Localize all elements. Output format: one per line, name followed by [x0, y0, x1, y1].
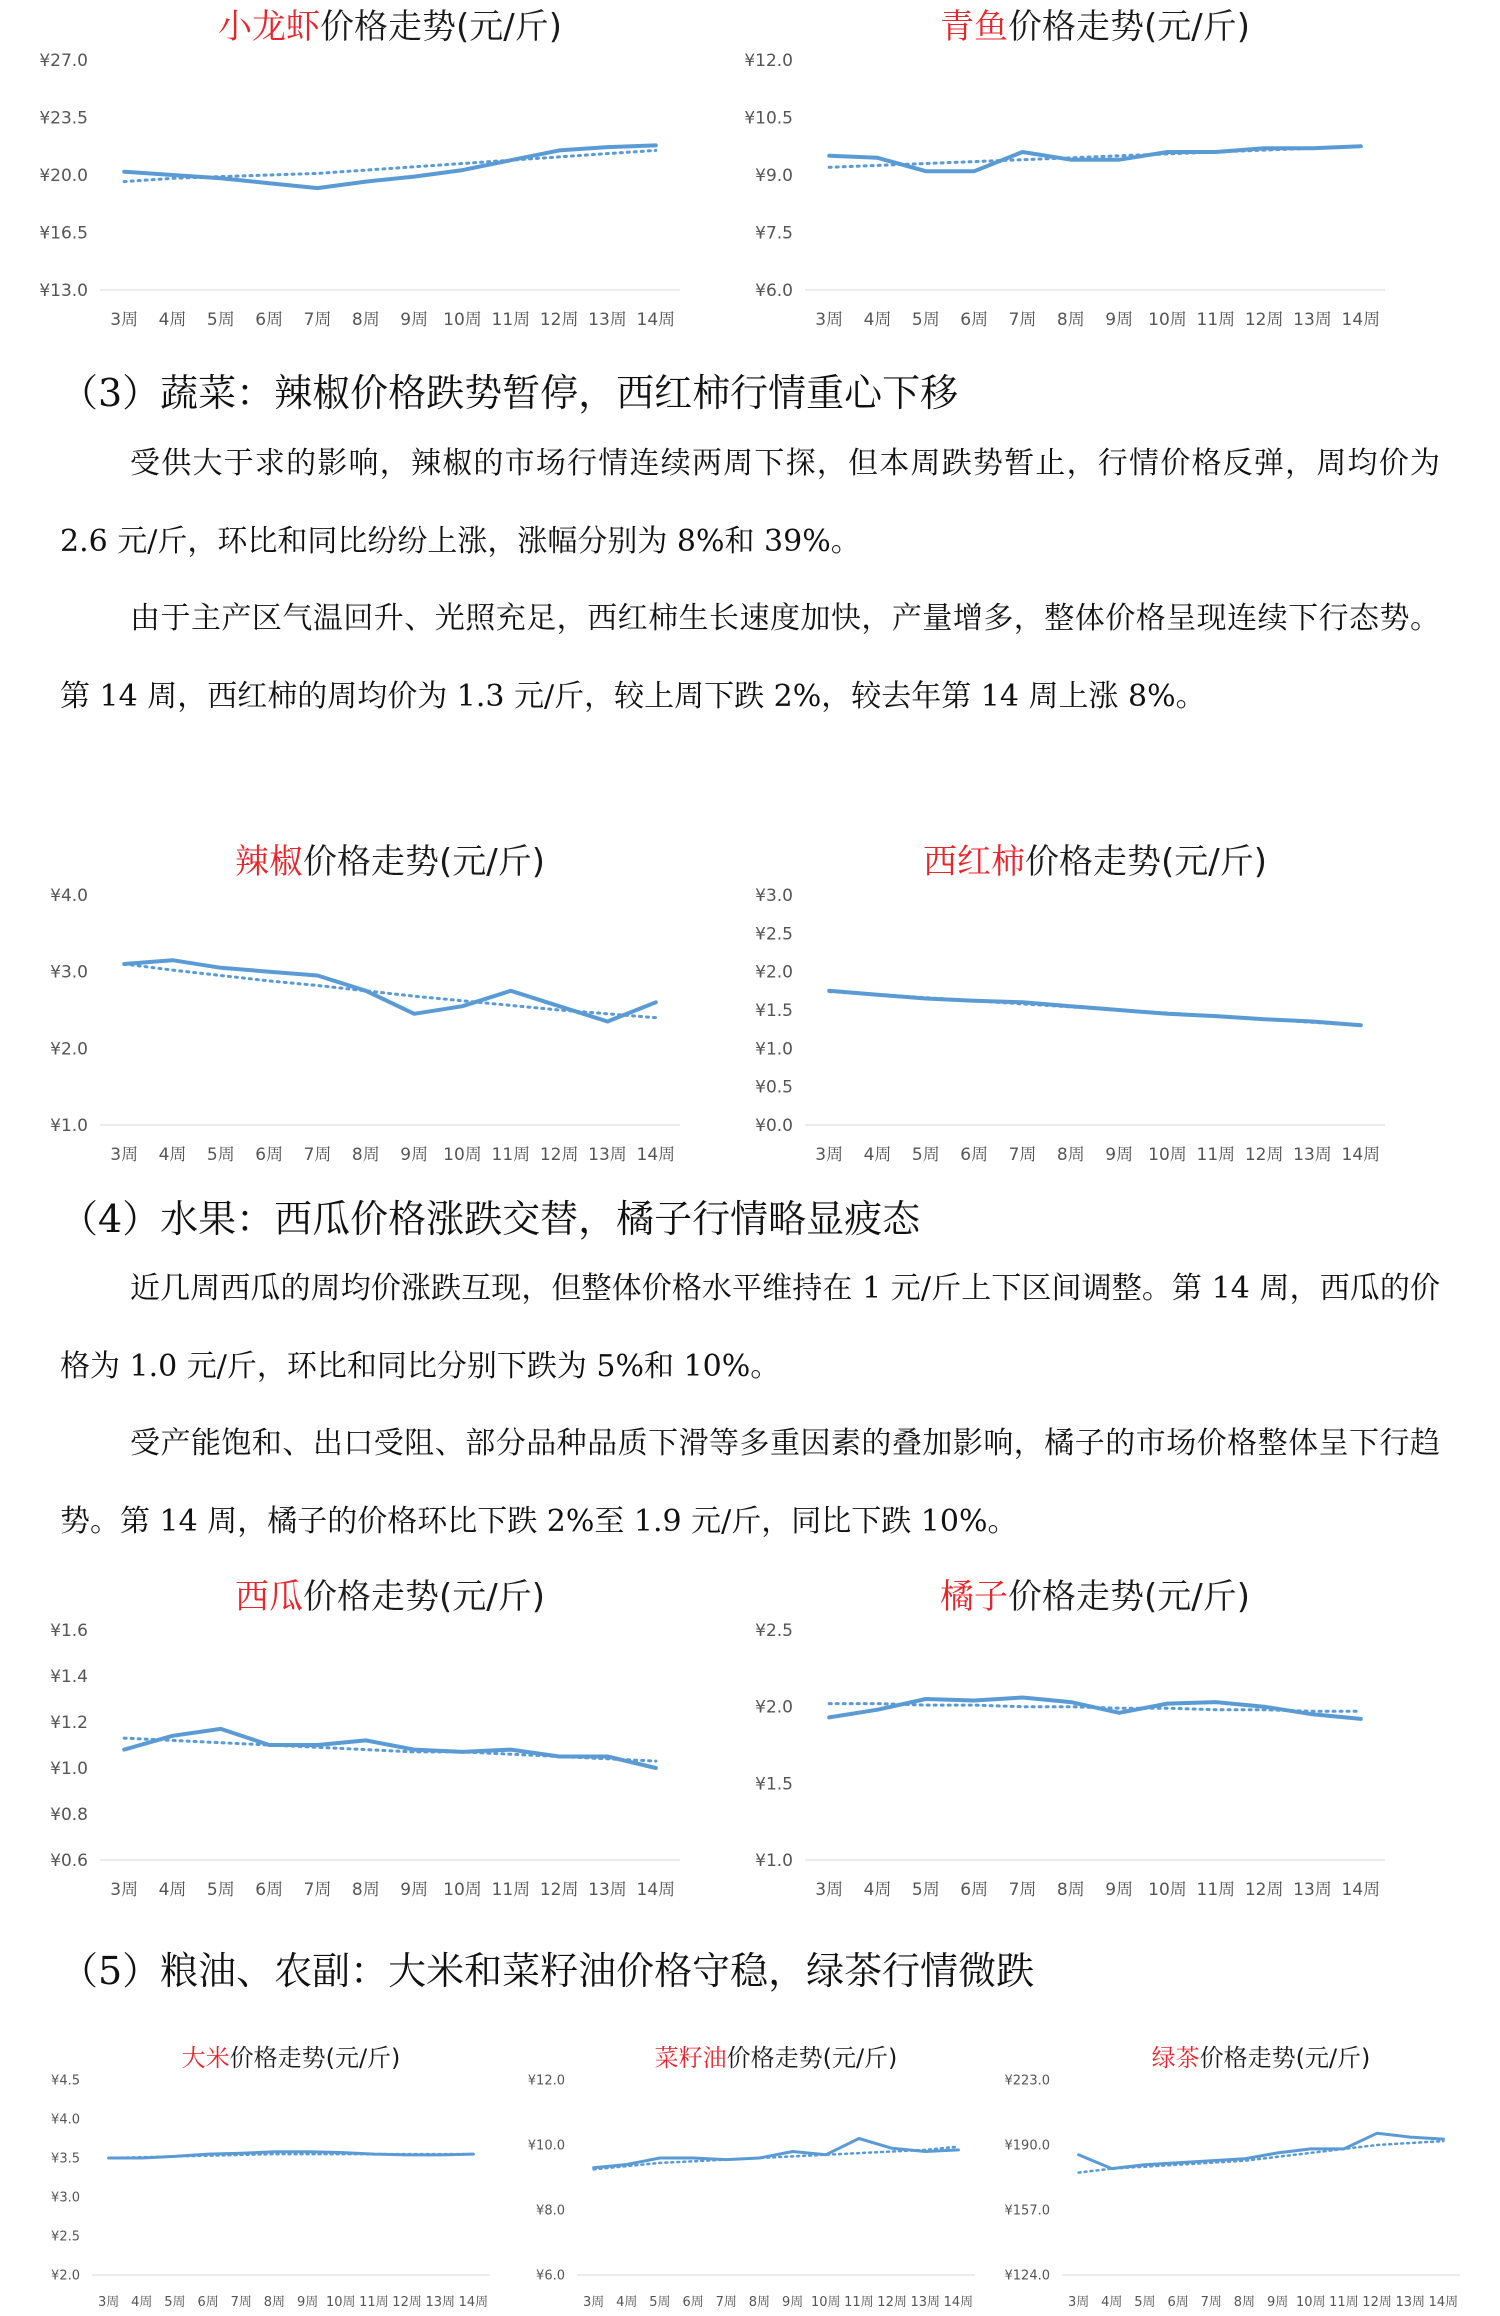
x-tick-label: 14周	[1341, 1145, 1381, 1165]
x-tick-label: 5周	[206, 1880, 235, 1900]
chart-title-highlight: 绿茶	[1151, 2044, 1200, 2072]
y-tick-label: ¥8.0	[536, 2203, 565, 2219]
y-tick-label: ¥3.0	[50, 962, 88, 983]
chart-title-rest: 价格走势(元/斤)	[1008, 1577, 1250, 1617]
chart-rapeseed-oil	[515, 2020, 985, 2316]
y-tick-label: ¥0.0	[755, 1115, 793, 1136]
x-tick-label: 13周	[588, 1880, 627, 1900]
chart-green-tea	[1000, 2020, 1470, 2316]
x-tick-label: 8周	[351, 1880, 380, 1900]
paragraph-orange: 受产能饱和、出口受阻、部分品种品质下滑等多重因素的叠加影响，橘子的市场价格整体呈下行趋势。第 14 周，橘子的价格环比下跌 2%至 1.9 元/斤，同比下跌 10%。	[60, 1426, 1440, 1539]
y-tick-label: ¥1.5	[755, 1774, 793, 1795]
y-tick-label: ¥9.0	[755, 165, 793, 186]
y-tick-label: ¥1.0	[755, 1850, 793, 1871]
x-tick-label: 4周	[158, 1145, 187, 1165]
chart-title	[655, 2044, 898, 2072]
y-tick-label: ¥2.0	[755, 1697, 793, 1718]
x-tick-label: 9周	[781, 2295, 804, 2310]
chart-title-highlight: 西红柿	[923, 842, 1026, 882]
paragraph-chili: 受供大于求的影响，辣椒的市场行情连续两周下探，但本周跌势暂止，行情价格反弹，周均价为 2.6 元/斤，环比和同比纷纷上涨，涨幅分别为 8%和 39%。	[60, 446, 1440, 559]
x-tick-label: 11周	[1196, 310, 1236, 330]
x-tick-label: 13周	[588, 310, 627, 330]
x-tick-label: 11周	[491, 310, 531, 330]
chart-crayfish-svg	[30, 0, 690, 340]
y-tick-label: ¥1.0	[755, 1039, 793, 1060]
price-line	[124, 145, 656, 188]
x-tick-label: 3周	[110, 1145, 139, 1165]
x-tick-label: 13周	[1293, 310, 1332, 330]
x-tick-label: 5周	[911, 1145, 940, 1165]
y-tick-label: ¥1.5	[755, 1000, 793, 1021]
x-tick-label: 10周	[1148, 1880, 1187, 1900]
x-tick-label: 6周	[255, 1880, 284, 1900]
x-tick-label: 12周	[392, 2295, 422, 2310]
y-tick-label: ¥4.0	[51, 2112, 80, 2128]
y-tick-label: ¥2.5	[755, 1620, 793, 1641]
price-line	[1079, 2133, 1444, 2168]
x-tick-label: 4周	[158, 1880, 187, 1900]
x-tick-label: 11周	[359, 2295, 389, 2310]
x-tick-label: 12周	[539, 310, 579, 330]
x-tick-label: 8周	[748, 2295, 771, 2310]
x-tick-label: 12周	[539, 1880, 579, 1900]
x-tick-label: 9周	[400, 1880, 429, 1900]
y-tick-label: ¥12.0	[527, 2073, 565, 2089]
x-tick-label: 8周	[351, 310, 380, 330]
x-tick-label: 5周	[1134, 2295, 1156, 2310]
x-tick-label: 7周	[303, 1880, 332, 1900]
x-tick-label: 4周	[863, 310, 892, 330]
chart-title-rest: 价格走势(元/斤)	[726, 2044, 898, 2072]
x-tick-label: 7周	[1200, 2295, 1222, 2310]
chart-title-highlight: 菜籽油	[654, 2044, 727, 2072]
chart-black-carp-svg	[735, 0, 1395, 340]
y-tick-label: ¥190.0	[1004, 2138, 1050, 2154]
x-tick-label: 5周	[911, 310, 940, 330]
x-tick-label: 5周	[206, 1145, 235, 1165]
x-tick-label: 5周	[911, 1880, 940, 1900]
x-tick-label: 12周	[1244, 1880, 1284, 1900]
x-tick-label: 10周	[1295, 2295, 1326, 2310]
x-tick-label: 13周	[425, 2295, 456, 2310]
x-tick-label: 7周	[1008, 1880, 1037, 1900]
x-tick-label: 4周	[863, 1880, 892, 1900]
trend-line	[124, 150, 656, 181]
x-tick-label: 4周	[131, 2295, 153, 2310]
chart-rapeseed-oil-svg	[515, 2020, 985, 2316]
x-tick-label: 14周	[1341, 1880, 1381, 1900]
x-tick-label: 5周	[649, 2295, 671, 2310]
x-tick-label: 11周	[1196, 1145, 1236, 1165]
x-tick-label: 3周	[582, 2295, 605, 2310]
x-tick-label: 3周	[815, 1145, 844, 1165]
x-tick-label: 9周	[1105, 1145, 1134, 1165]
x-tick-label: 5周	[206, 310, 235, 330]
chart-title-highlight: 橘子	[940, 1577, 1009, 1617]
x-tick-label: 13周	[1293, 1145, 1332, 1165]
x-tick-label: 10周	[810, 2295, 841, 2310]
chart-title-rest: 价格走势(元/斤)	[303, 1577, 545, 1617]
y-tick-label: ¥0.8	[50, 1804, 88, 1825]
x-tick-label: 11周	[844, 2295, 874, 2310]
x-tick-label: 10周	[1148, 1145, 1187, 1165]
y-tick-label: ¥124.0	[1004, 2268, 1050, 2284]
chart-title	[235, 842, 545, 882]
x-tick-label: 7周	[230, 2295, 252, 2310]
chart-title	[182, 2044, 401, 2072]
price-line	[829, 146, 1361, 171]
x-tick-label: 10周	[443, 310, 482, 330]
chart-title	[940, 1577, 1250, 1617]
chart-black-carp	[735, 0, 1395, 340]
chart-title-rest: 价格走势(元/斤)	[320, 7, 562, 47]
chart-tomato	[735, 835, 1395, 1175]
x-tick-label: 10周	[443, 1145, 482, 1165]
x-tick-label: 11周	[1196, 1880, 1236, 1900]
chart-title	[235, 1577, 545, 1617]
y-tick-label: ¥2.0	[51, 2268, 80, 2284]
x-tick-label: 6周	[1167, 2295, 1189, 2310]
x-tick-label: 7周	[303, 1145, 332, 1165]
chart-title-highlight: 辣椒	[235, 842, 304, 882]
x-tick-label: 8周	[263, 2295, 286, 2310]
x-tick-label: 14周	[1341, 310, 1381, 330]
x-tick-label: 9周	[296, 2295, 319, 2310]
y-tick-label: ¥10.5	[744, 108, 793, 129]
x-tick-label: 14周	[1428, 2295, 1459, 2310]
x-tick-label: 7周	[303, 310, 332, 330]
x-tick-label: 9周	[1105, 1880, 1134, 1900]
x-tick-label: 11周	[491, 1145, 531, 1165]
chart-title	[1152, 2044, 1371, 2072]
x-tick-label: 14周	[636, 310, 676, 330]
chart-crayfish	[30, 0, 690, 340]
x-tick-label: 12周	[1244, 1145, 1284, 1165]
x-tick-label: 3周	[1067, 2295, 1090, 2310]
x-tick-label: 3周	[110, 310, 139, 330]
x-tick-label: 6周	[960, 1145, 989, 1165]
x-tick-label: 14周	[458, 2295, 489, 2310]
x-tick-label: 12周	[539, 1145, 579, 1165]
y-tick-label: ¥2.5	[755, 924, 793, 945]
x-tick-label: 6周	[197, 2295, 219, 2310]
heading-grain: （5）粮油、农副：大米和菜籽油价格守稳，绿茶行情微跌	[60, 1949, 1035, 1993]
x-tick-label: 13周	[910, 2295, 941, 2310]
x-tick-label: 6周	[255, 1145, 284, 1165]
x-tick-label: 7周	[715, 2295, 737, 2310]
chart-title-rest: 价格走势(元/斤)	[229, 2044, 401, 2072]
x-tick-label: 3周	[815, 310, 844, 330]
y-tick-label: ¥157.0	[1004, 2203, 1050, 2219]
y-tick-label: ¥1.4	[50, 1666, 88, 1687]
paragraph-watermelon: 近几周西瓜的周均价涨跌互现，但整体价格水平维持在 1 元/斤上下区间调整。第 14 周，西瓜的价格为 1.0 元/斤，环比和同比分别下跌为 5%和 10%。	[60, 1271, 1440, 1384]
chart-title	[923, 842, 1267, 882]
y-tick-label: ¥12.0	[744, 50, 793, 71]
y-tick-label: ¥3.0	[755, 885, 793, 906]
paragraph-tomato: 由于主产区气温回升、光照充足，西红柿生长速度加快，产量增多，整体价格呈现连续下行态势。第 14 周，西红柿的周均价为 1.3 元/斤，较上周下跌 2%，较去年第 14 周上涨 8%。	[60, 601, 1440, 714]
x-tick-label: 4周	[158, 310, 187, 330]
chart-title-highlight: 小龙虾	[218, 7, 321, 47]
x-tick-label: 4周	[863, 1145, 892, 1165]
chart-title-highlight: 大米	[181, 2044, 230, 2072]
y-tick-label: ¥1.0	[50, 1758, 88, 1779]
x-tick-label: 14周	[943, 2295, 974, 2310]
x-tick-label: 13周	[1395, 2295, 1426, 2310]
x-tick-label: 6周	[960, 310, 989, 330]
y-tick-label: ¥6.0	[536, 2268, 565, 2284]
x-tick-label: 4周	[616, 2295, 638, 2310]
chart-title-rest: 价格走势(元/斤)	[1025, 842, 1267, 882]
x-tick-label: 10周	[325, 2295, 356, 2310]
x-tick-label: 6周	[960, 1880, 989, 1900]
chart-tomato-svg	[735, 835, 1395, 1175]
x-tick-label: 8周	[1056, 1880, 1085, 1900]
y-tick-label: ¥10.0	[527, 2138, 565, 2154]
x-tick-label: 8周	[351, 1145, 380, 1165]
y-tick-label: ¥1.2	[50, 1712, 88, 1733]
chart-title-rest: 价格走势(元/斤)	[303, 842, 545, 882]
chart-rice-svg	[30, 2020, 500, 2316]
y-tick-label: ¥4.0	[50, 885, 88, 906]
chart-chili	[30, 835, 690, 1175]
chart-title	[940, 7, 1250, 47]
chart-rice	[30, 2020, 500, 2316]
y-tick-label: ¥2.0	[50, 1039, 88, 1060]
chart-green-tea-svg	[1000, 2020, 1470, 2316]
price-line	[124, 1729, 656, 1768]
x-tick-label: 9周	[400, 310, 429, 330]
x-tick-label: 9周	[1266, 2295, 1289, 2310]
chart-title-rest: 价格走势(元/斤)	[1008, 7, 1250, 47]
y-tick-label: ¥13.0	[39, 280, 88, 301]
y-tick-label: ¥20.0	[39, 165, 88, 186]
x-tick-label: 8周	[1056, 310, 1085, 330]
chart-title-highlight: 西瓜	[235, 1577, 304, 1617]
chart-title-rest: 价格走势(元/斤)	[1199, 2044, 1371, 2072]
x-tick-label: 13周	[588, 1145, 627, 1165]
x-tick-label: 12周	[877, 2295, 907, 2310]
x-tick-label: 12周	[1362, 2295, 1392, 2310]
y-tick-label: ¥3.5	[51, 2151, 80, 2167]
y-tick-label: ¥223.0	[1004, 2073, 1050, 2089]
x-tick-label: 14周	[636, 1880, 676, 1900]
x-tick-label: 14周	[636, 1145, 676, 1165]
x-tick-label: 9周	[1105, 310, 1134, 330]
x-tick-label: 12周	[1244, 310, 1284, 330]
x-tick-label: 8周	[1056, 1145, 1085, 1165]
x-tick-label: 4周	[1101, 2295, 1123, 2310]
chart-orange-svg	[735, 1570, 1395, 1910]
x-tick-label: 3周	[97, 2295, 120, 2310]
y-tick-label: ¥4.5	[51, 2073, 80, 2089]
x-tick-label: 6周	[255, 310, 284, 330]
y-tick-label: ¥1.6	[50, 1620, 88, 1641]
y-tick-label: ¥3.0	[51, 2190, 80, 2206]
x-tick-label: 13周	[1293, 1880, 1332, 1900]
chart-title	[218, 7, 562, 47]
x-tick-label: 6周	[682, 2295, 704, 2310]
y-tick-label: ¥1.0	[50, 1115, 88, 1136]
x-tick-label: 11周	[491, 1880, 531, 1900]
x-tick-label: 3周	[110, 1880, 139, 1900]
x-tick-label: 9周	[400, 1145, 429, 1165]
y-tick-label: ¥23.5	[39, 108, 88, 129]
y-tick-label: ¥0.5	[755, 1077, 793, 1098]
heading-vegetables: （3）蔬菜：辣椒价格跌势暂停，西红柿行情重心下移	[60, 371, 959, 415]
x-tick-label: 3周	[815, 1880, 844, 1900]
chart-chili-svg	[30, 835, 690, 1175]
x-tick-label: 5周	[164, 2295, 186, 2310]
x-tick-label: 10周	[1148, 310, 1187, 330]
y-tick-label: ¥6.0	[755, 280, 793, 301]
chart-watermelon	[30, 1570, 690, 1910]
x-tick-label: 8周	[1233, 2295, 1256, 2310]
y-tick-label: ¥16.5	[39, 223, 88, 244]
y-tick-label: ¥2.5	[51, 2229, 80, 2245]
chart-watermelon-svg	[30, 1570, 690, 1910]
heading-fruits: （4）水果：西瓜价格涨跌交替，橘子行情略显疲态	[60, 1197, 921, 1241]
y-tick-label: ¥27.0	[39, 50, 88, 71]
y-tick-label: ¥7.5	[755, 223, 793, 244]
y-tick-label: ¥2.0	[755, 962, 793, 983]
x-tick-label: 10周	[443, 1880, 482, 1900]
x-tick-label: 11周	[1329, 2295, 1359, 2310]
x-tick-label: 7周	[1008, 1145, 1037, 1165]
x-tick-label: 7周	[1008, 310, 1037, 330]
y-tick-label: ¥0.6	[50, 1850, 88, 1871]
chart-orange	[735, 1570, 1395, 1910]
chart-title-highlight: 青鱼	[940, 7, 1009, 47]
